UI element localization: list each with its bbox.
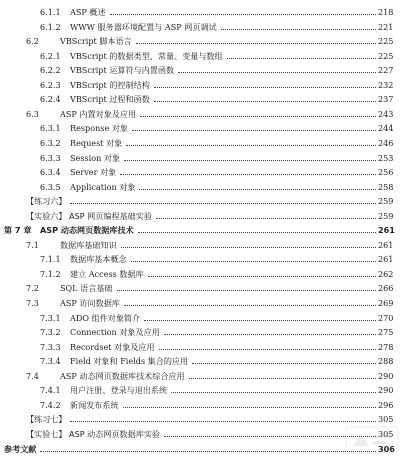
toc-entry-number: 6.3.2 xyxy=(40,137,61,148)
toc-entry-number: 6.3.1 xyxy=(40,123,61,134)
dot-leader xyxy=(227,58,376,59)
toc-entry-title: Application 对象 xyxy=(70,181,136,192)
toc-entry-title: 【练习七】 xyxy=(26,414,67,425)
toc-entry-page: 244 xyxy=(378,123,394,134)
toc-entry xyxy=(0,280,407,293)
dot-leader xyxy=(192,363,376,364)
toc-entry-title: ASP 内置对象及应用 xyxy=(60,108,137,119)
toc-entry-title: VBScript 的数据类型、常量、变量与数组 xyxy=(70,50,223,61)
dot-leader xyxy=(131,261,376,262)
toc-entry-title: Response 对象 xyxy=(70,123,129,134)
toc-entry-title: 数据库基本概念 xyxy=(70,254,127,265)
dot-leader xyxy=(144,320,376,321)
toc-entry xyxy=(0,411,407,424)
dot-leader xyxy=(124,160,376,161)
dot-leader xyxy=(154,87,376,88)
dot-leader xyxy=(159,349,376,350)
dot-leader xyxy=(164,334,376,335)
toc-entry xyxy=(0,33,407,46)
toc-entry-page: 296 xyxy=(378,399,394,410)
toc-entry-title: 【练习六】 xyxy=(26,196,67,207)
toc-entry-title: Field 对象和 Fields 集合的应用 xyxy=(70,356,189,367)
toc-entry-page: 256 xyxy=(378,167,394,178)
dot-leader xyxy=(132,130,376,131)
toc-entry-page: 225 xyxy=(378,36,394,47)
toc-entry-page: 288 xyxy=(378,356,394,367)
toc-entry xyxy=(0,164,407,177)
toc-entry-page: 227 xyxy=(378,65,394,76)
toc-entry-number: 6.2.2 xyxy=(40,65,61,76)
dot-leader xyxy=(40,451,376,452)
dot-leader xyxy=(110,14,376,15)
toc-entry-number: 7.4.2 xyxy=(40,399,61,410)
toc-entry-title: VBScript 运算符与内置函数 xyxy=(70,65,175,76)
toc-entry-number: 6.1.1 xyxy=(40,7,61,17)
toc-entry-title: Server 对象 xyxy=(70,167,117,178)
toc-entry xyxy=(0,222,407,235)
toc-entry-page: 261 xyxy=(378,254,394,265)
toc-entry xyxy=(0,266,407,279)
dot-leader xyxy=(154,101,376,102)
toc-entry-page: 225 xyxy=(378,50,394,61)
toc-entry-title: 用户注册、登录与退出系统 xyxy=(70,385,168,396)
dot-leader xyxy=(124,305,376,306)
toc-entry-number: 7.2 xyxy=(26,283,39,294)
toc-entry-title: 建立 Access 数据库 xyxy=(70,268,144,279)
toc-entry xyxy=(0,48,407,61)
toc-entry xyxy=(0,353,407,366)
toc-entry-page: 269 xyxy=(378,298,394,308)
toc-entry-title: 【实验六】 ASP 网页编程基础实验 xyxy=(26,210,152,221)
toc-entry xyxy=(0,295,407,308)
toc-entry-number: 6.2 xyxy=(26,36,39,47)
toc-entry-number: 6.3.4 xyxy=(40,167,61,178)
toc-entry-title: VBScript 脚本语言 xyxy=(60,36,132,47)
toc-entry-title: SQL 语言基础 xyxy=(60,283,113,294)
toc-entry-title: Connection 对象及应用 xyxy=(70,327,160,338)
toc-entry-title: VBScript 过程和函数 xyxy=(70,94,150,105)
toc-entry-number: 7.1.1 xyxy=(40,254,61,265)
toc-entry-title: Request 对象 xyxy=(70,137,123,148)
dot-leader xyxy=(178,72,376,73)
toc-entry xyxy=(0,4,407,17)
toc-entry xyxy=(0,208,407,221)
toc-entry xyxy=(0,382,407,395)
toc-entry xyxy=(0,91,407,104)
dot-leader xyxy=(120,174,376,175)
toc-entry-number: 6.1.2 xyxy=(40,21,61,32)
toc-entry xyxy=(0,310,407,323)
toc-entry-number: 7.1.2 xyxy=(40,268,61,279)
dot-leader xyxy=(156,218,376,219)
toc-entry-number: 7.4 xyxy=(26,370,39,381)
dot-leader xyxy=(139,189,376,190)
toc-entry xyxy=(0,339,407,352)
toc-entry-page: 259 xyxy=(378,210,394,221)
dot-leader xyxy=(121,247,376,248)
dot-leader xyxy=(148,276,376,277)
toc-entry-page: 246 xyxy=(378,137,394,148)
toc-entry xyxy=(0,397,407,410)
toc-entry-number: 6.3.5 xyxy=(40,181,61,192)
toc-entry-page: 306 xyxy=(378,443,395,454)
toc-entry-number: 7.3.3 xyxy=(40,341,61,352)
toc-entry-page: 305 xyxy=(378,414,394,425)
toc-entry-page: 218 xyxy=(378,7,394,17)
toc-entry-page: 253 xyxy=(378,152,394,163)
toc-entry xyxy=(0,135,407,148)
toc-entry-number: 6.2.3 xyxy=(40,79,61,90)
toc-entry-title: ASP 访问数据库 xyxy=(60,298,120,308)
dot-leader xyxy=(189,378,376,379)
toc-entry-title: 新闻发布系统 xyxy=(70,399,119,410)
toc-entry-title: ASP 动态网页数据库技术综合应用 xyxy=(60,370,185,381)
toc-entry xyxy=(0,368,407,381)
toc-entry-number: 7.1 xyxy=(26,239,39,250)
toc-entry-number: 6.3.3 xyxy=(40,152,61,163)
toc-entry-number: 7.3.1 xyxy=(40,312,61,323)
toc-entry-number: 7.3.4 xyxy=(40,356,61,367)
dot-leader xyxy=(136,43,376,44)
dot-leader xyxy=(117,290,376,291)
toc-entry-number: 7.3 xyxy=(26,298,39,308)
toc-entry-page: 261 xyxy=(378,225,395,236)
toc-entry xyxy=(0,237,407,250)
dot-leader xyxy=(140,116,376,117)
dot-leader xyxy=(126,145,376,146)
toc-entry-title: Session 对象 xyxy=(70,152,121,163)
toc-entry xyxy=(0,324,407,337)
toc-entry-page: 243 xyxy=(378,108,394,119)
toc-entry-page: 278 xyxy=(378,341,394,352)
toc-entry xyxy=(0,179,407,192)
toc-entry-number: 第 7 章 xyxy=(4,225,32,236)
dot-leader xyxy=(138,232,376,233)
toc-entry-page: 262 xyxy=(378,268,394,279)
dot-leader xyxy=(221,29,376,30)
toc-entry-page: 237 xyxy=(378,94,394,105)
toc-entry-page: 290 xyxy=(378,385,394,396)
toc-entry xyxy=(0,62,407,75)
toc-entry xyxy=(0,251,407,264)
toc-entry-number: 7.3.2 xyxy=(40,327,61,338)
toc-entry-title: 【实验七】 ASP 动态网页数据库实验 xyxy=(26,428,161,439)
toc-entry-title: WWW 服务器环境配置与 ASP 网页调试 xyxy=(70,21,217,32)
toc-entry xyxy=(0,106,407,119)
toc-entry-number: 6.2.4 xyxy=(40,94,61,105)
toc-entry-page: 305 xyxy=(378,428,394,439)
toc-entry xyxy=(0,193,407,206)
toc-entry-page: 258 xyxy=(378,181,394,192)
toc-entry-page: 221 xyxy=(378,21,394,32)
dot-leader xyxy=(171,392,376,393)
toc-entry-page: 259 xyxy=(378,196,394,207)
toc-entry-page: 275 xyxy=(378,327,394,338)
toc-entry-title: Recordset 对象及应用 xyxy=(70,341,155,352)
toc-entry-title: VBScript 的控制结构 xyxy=(70,79,150,90)
toc-entry xyxy=(0,77,407,90)
dot-leader xyxy=(70,203,376,204)
toc-entry xyxy=(0,120,407,133)
toc-entry-title: ADO 组件对象简介 xyxy=(70,312,141,323)
toc-entry-number: 7.4.1 xyxy=(40,385,61,396)
toc-entry-page: 261 xyxy=(378,239,394,250)
dot-leader xyxy=(123,407,376,408)
toc-entry-page: 232 xyxy=(378,79,394,90)
toc-entry-number: 6.3 xyxy=(26,108,39,119)
toc-entry xyxy=(0,19,407,32)
toc-entry-title: 数据库基础知识 xyxy=(60,239,117,250)
toc-entry-number: 6.2.1 xyxy=(40,50,61,61)
toc-entry-title: ASP 动态网页数据库技术 xyxy=(40,225,134,236)
watermark-logo-icon xyxy=(345,426,399,454)
toc-entry-page: 290 xyxy=(378,370,394,381)
toc-entry-title: 参考文献 xyxy=(4,443,37,454)
toc-entry xyxy=(0,150,407,163)
toc-entry-title: ASP 概述 xyxy=(70,7,106,17)
toc-entry-page: 266 xyxy=(378,283,394,294)
dot-leader xyxy=(70,421,376,422)
toc-entry-page: 270 xyxy=(378,312,394,323)
